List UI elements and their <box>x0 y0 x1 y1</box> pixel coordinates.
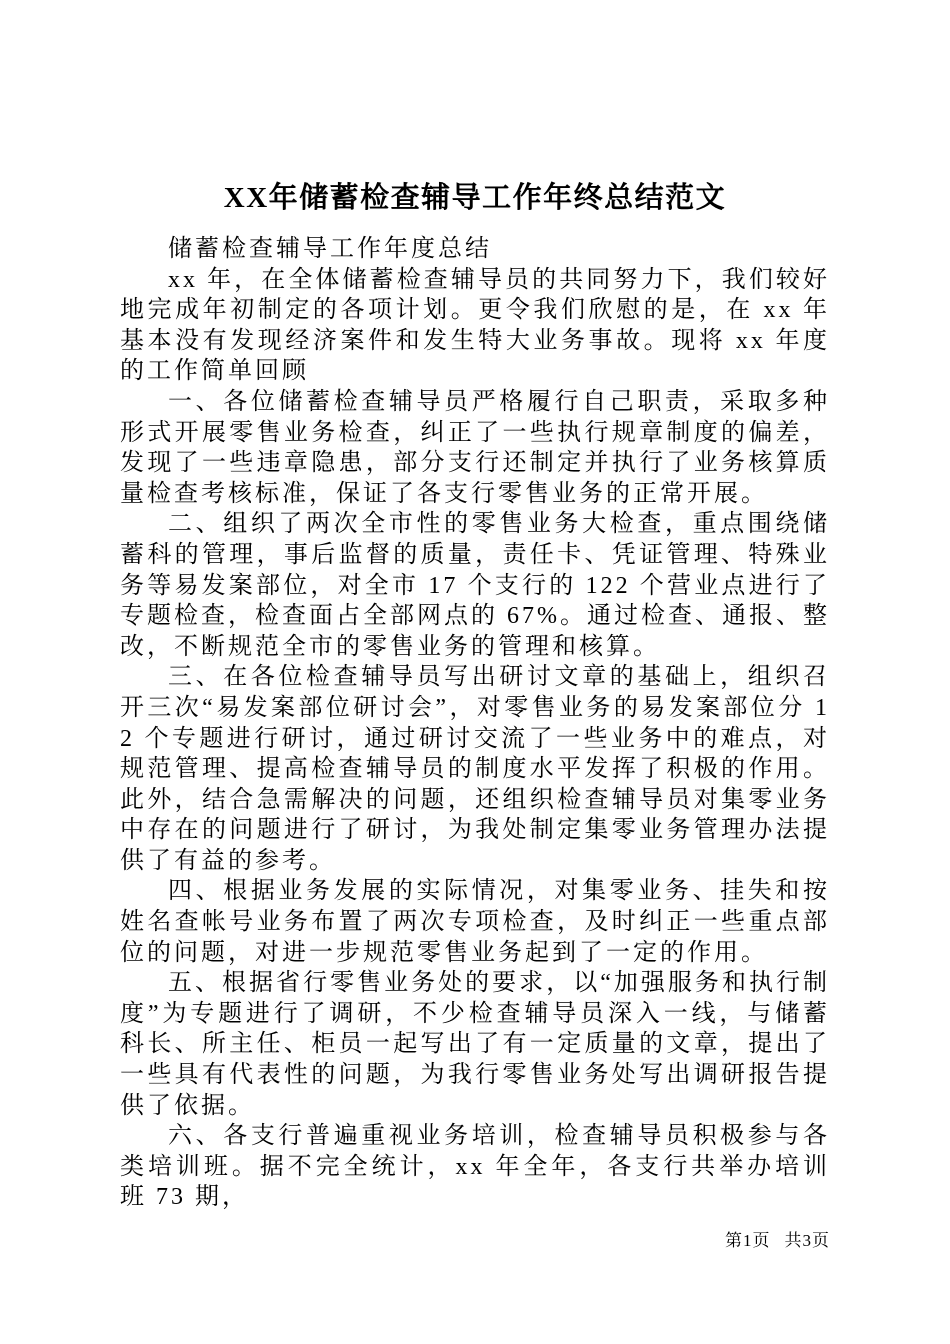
document-title: XX年储蓄检查辅导工作年终总结范文 <box>223 182 727 214</box>
page-number: 第1页 <box>725 1231 771 1250</box>
paragraph-item-2: 二、组织了两次全市性的零售业务大检查，重点围绕储蓄科的管理，事后监督的质量，责任卡、凭证管理、特殊业务等易发案部位，对全市 17 个支行的 122 个营业点进行了专题检查，检查面占全部网点的 67%。通过检查、通报、整改，不断规范全市的零售业务的管理和核算。 <box>120 511 830 660</box>
document-body <box>120 234 830 1213</box>
paragraph-intro: xx 年，在全体储蓄检查辅导员的共同努力下，我们较好地完成年初制定的各项计划。更令我们欣慰的是，在 xx 年基本没有发现经济案件和发生特大业务事故。现将 xx 年度的工作简单回顾 <box>120 266 830 385</box>
paragraph-item-5: 五、根据省行零售业务处的要求，以“加强服务和执行制度”为专题进行了调研，不少检查辅导员深入一线，与储蓄科长、所主任、柜员一起写出了有一定质量的文章，提出了一些具有代表性的问题，为我行零售业务处写出调研报告提供了依据。 <box>120 970 830 1119</box>
paragraph-item-3: 三、在各位检查辅导员写出研讨文章的基础上，组织召开三次“易发案部位研讨会”，对零售业务的易发案部位分 12 个专题进行研讨，通过研讨交流了一些业务中的难点，对规范管理、提高检查辅导员的制度水平发挥了积极的作用。此外，结合急需解决的问题，还组织检查辅导员对集零业务中存在的问题进行了研讨，为我处制定集零业务管理办法提供了有益的参考。 <box>120 664 830 874</box>
pages-total: 共3页 <box>784 1231 830 1250</box>
page-footer <box>725 1226 830 1251</box>
paragraph-subtitle: 储蓄检查辅导工作年度总结 <box>168 236 492 262</box>
paragraph-item-1: 一、各位储蓄检查辅导员严格履行自己职责，采取多种形式开展零售业务检查，纠正了一些执行规章制度的偏差，发现了一些违章隐患，部分支行还制定并执行了业务核算质量检查考核标准，保证了各支行零售业务的正常开展。 <box>120 388 830 507</box>
paragraph-item-6: 六、各支行普遍重视业务培训，检查辅导员积极参与各类培训班。据不完全统计，xx 年全年，各支行共举办培训班 73 期， <box>120 1123 830 1211</box>
paragraph-item-4: 四、根据业务发展的实际情况，对集零业务、挂失和按姓名查帐号业务布置了两次专项检查，及时纠正一些重点部位的问题，对进一步规范零售业务起到了一定的作用。 <box>120 878 830 966</box>
